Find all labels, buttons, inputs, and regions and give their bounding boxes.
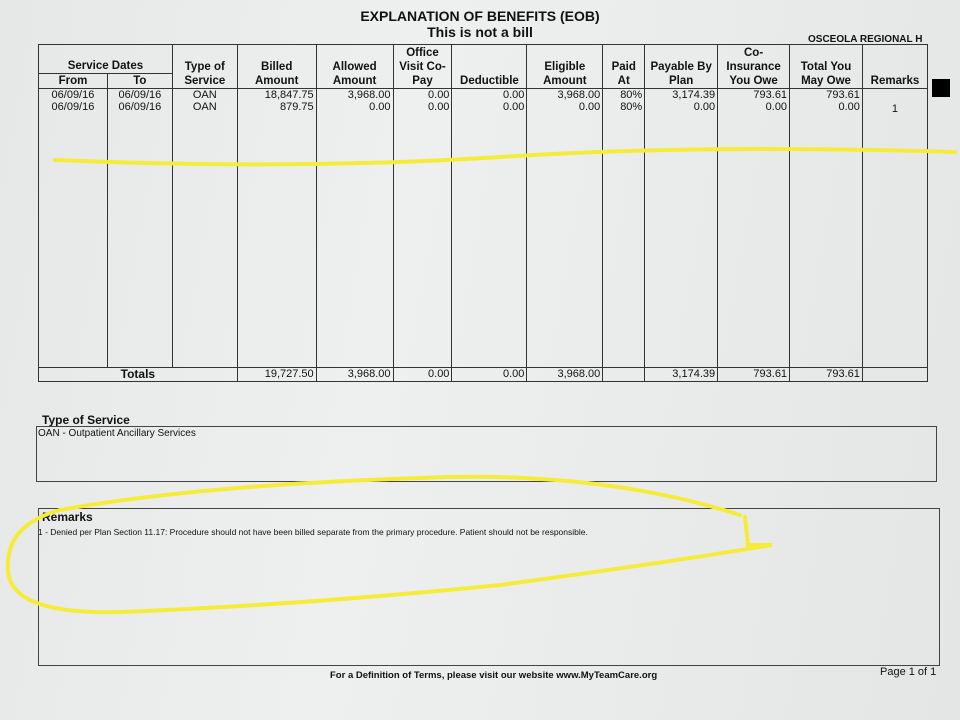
header-service-dates: Service Dates bbox=[39, 45, 173, 74]
empty-cell bbox=[172, 117, 237, 367]
header-copay: Office Visit Co-Pay bbox=[393, 45, 452, 89]
totals-label: Totals bbox=[39, 367, 238, 381]
totals-row bbox=[39, 367, 928, 381]
empty-cell bbox=[316, 117, 393, 367]
empty-cell bbox=[645, 117, 718, 367]
empty-cell bbox=[862, 117, 927, 367]
header-remarks: Remarks bbox=[862, 45, 927, 89]
table-cell: 0.00 bbox=[645, 101, 718, 117]
table-cell: 06/09/16 bbox=[107, 89, 172, 102]
total-cell: 19,727.50 bbox=[237, 367, 316, 381]
table-cell: 0.00 bbox=[393, 101, 452, 117]
remarks-label: Remarks bbox=[42, 510, 93, 524]
header-type: Type of Service bbox=[172, 45, 237, 89]
empty-cell bbox=[452, 117, 527, 367]
table-cell: 0.00 bbox=[790, 101, 863, 117]
total-cell: 0.00 bbox=[452, 367, 527, 381]
table-cell bbox=[862, 89, 927, 102]
empty-cell bbox=[393, 117, 452, 367]
table-row bbox=[39, 89, 928, 102]
total-cell: 3,174.39 bbox=[645, 367, 718, 381]
empty-cell bbox=[603, 117, 645, 367]
table-row bbox=[39, 101, 928, 117]
table-cell: 3,968.00 bbox=[527, 89, 603, 102]
header-deductible: Deductible bbox=[452, 45, 527, 89]
header-coinsurance: Co-Insurance You Owe bbox=[718, 45, 790, 89]
empty-cell bbox=[527, 117, 603, 367]
table-cell: OAN bbox=[172, 89, 237, 102]
header-from: From bbox=[39, 74, 108, 89]
claims-table bbox=[38, 44, 928, 382]
document-title: EXPLANATION OF BENEFITS (EOB) bbox=[360, 8, 600, 24]
empty-cell bbox=[39, 117, 108, 367]
total-cell bbox=[603, 367, 645, 381]
table-cell: 0.00 bbox=[452, 101, 527, 117]
table-cell: 0.00 bbox=[452, 89, 527, 102]
table-cell: 0.00 bbox=[316, 101, 393, 117]
empty-cell bbox=[862, 367, 927, 381]
header-eligible: Eligible Amount bbox=[527, 45, 603, 89]
table-cell: 06/09/16 bbox=[107, 101, 172, 117]
provider-name: OSCEOLA REGIONAL H bbox=[808, 34, 923, 45]
type-of-service-label: Type of Service bbox=[42, 413, 130, 427]
page-number: Page 1 of 1 bbox=[880, 666, 937, 678]
table-cell: 793.61 bbox=[790, 89, 863, 102]
table-cell: 06/09/16 bbox=[39, 89, 108, 102]
empty-cell bbox=[107, 117, 172, 367]
table-cell: OAN bbox=[172, 101, 237, 117]
total-cell: 793.61 bbox=[718, 367, 790, 381]
header-total-owe: Total You May Owe bbox=[790, 45, 863, 89]
total-cell: 3,968.00 bbox=[316, 367, 393, 381]
table-cell: 80% bbox=[603, 101, 645, 117]
type-of-service-text: OAN - Outpatient Ancillary Services bbox=[38, 428, 196, 439]
table-cell: 18,847.75 bbox=[237, 89, 316, 102]
total-cell: 793.61 bbox=[790, 367, 863, 381]
table-cell: 0.00 bbox=[718, 101, 790, 117]
total-cell: 0.00 bbox=[393, 367, 452, 381]
empty-cell bbox=[790, 117, 863, 367]
empty-cell bbox=[718, 117, 790, 367]
table-cell: 80% bbox=[603, 89, 645, 102]
header-paid-at: Paid At bbox=[603, 45, 645, 89]
table-cell: 793.61 bbox=[718, 89, 790, 102]
table-cell: 0.00 bbox=[393, 89, 452, 102]
table-cell: 3,968.00 bbox=[316, 89, 393, 102]
marker-square bbox=[932, 79, 950, 97]
table-cell: 3,174.39 bbox=[645, 89, 718, 102]
empty-cell bbox=[237, 117, 316, 367]
table-cell: 06/09/16 bbox=[39, 101, 108, 117]
total-cell: 3,968.00 bbox=[527, 367, 603, 381]
table-cell: 879.75 bbox=[237, 101, 316, 117]
header-to: To bbox=[107, 74, 172, 89]
table-cell: 0.00 bbox=[527, 101, 603, 117]
document-subtitle: This is not a bill bbox=[427, 24, 533, 40]
footer-text: For a Definition of Terms, please visit our website www.MyTeamCare.org bbox=[330, 670, 658, 681]
table-cell: 1 bbox=[862, 101, 927, 117]
header-allowed: Allowed Amount bbox=[316, 45, 393, 89]
header-billed: Billed Amount bbox=[237, 45, 316, 89]
header-payable: Payable By Plan bbox=[645, 45, 718, 89]
remark-text: 1 - Denied per Plan Section 11.17: Procedure should not have been billed separate from the primary procedure. Patient should not be responsible. bbox=[38, 527, 588, 537]
